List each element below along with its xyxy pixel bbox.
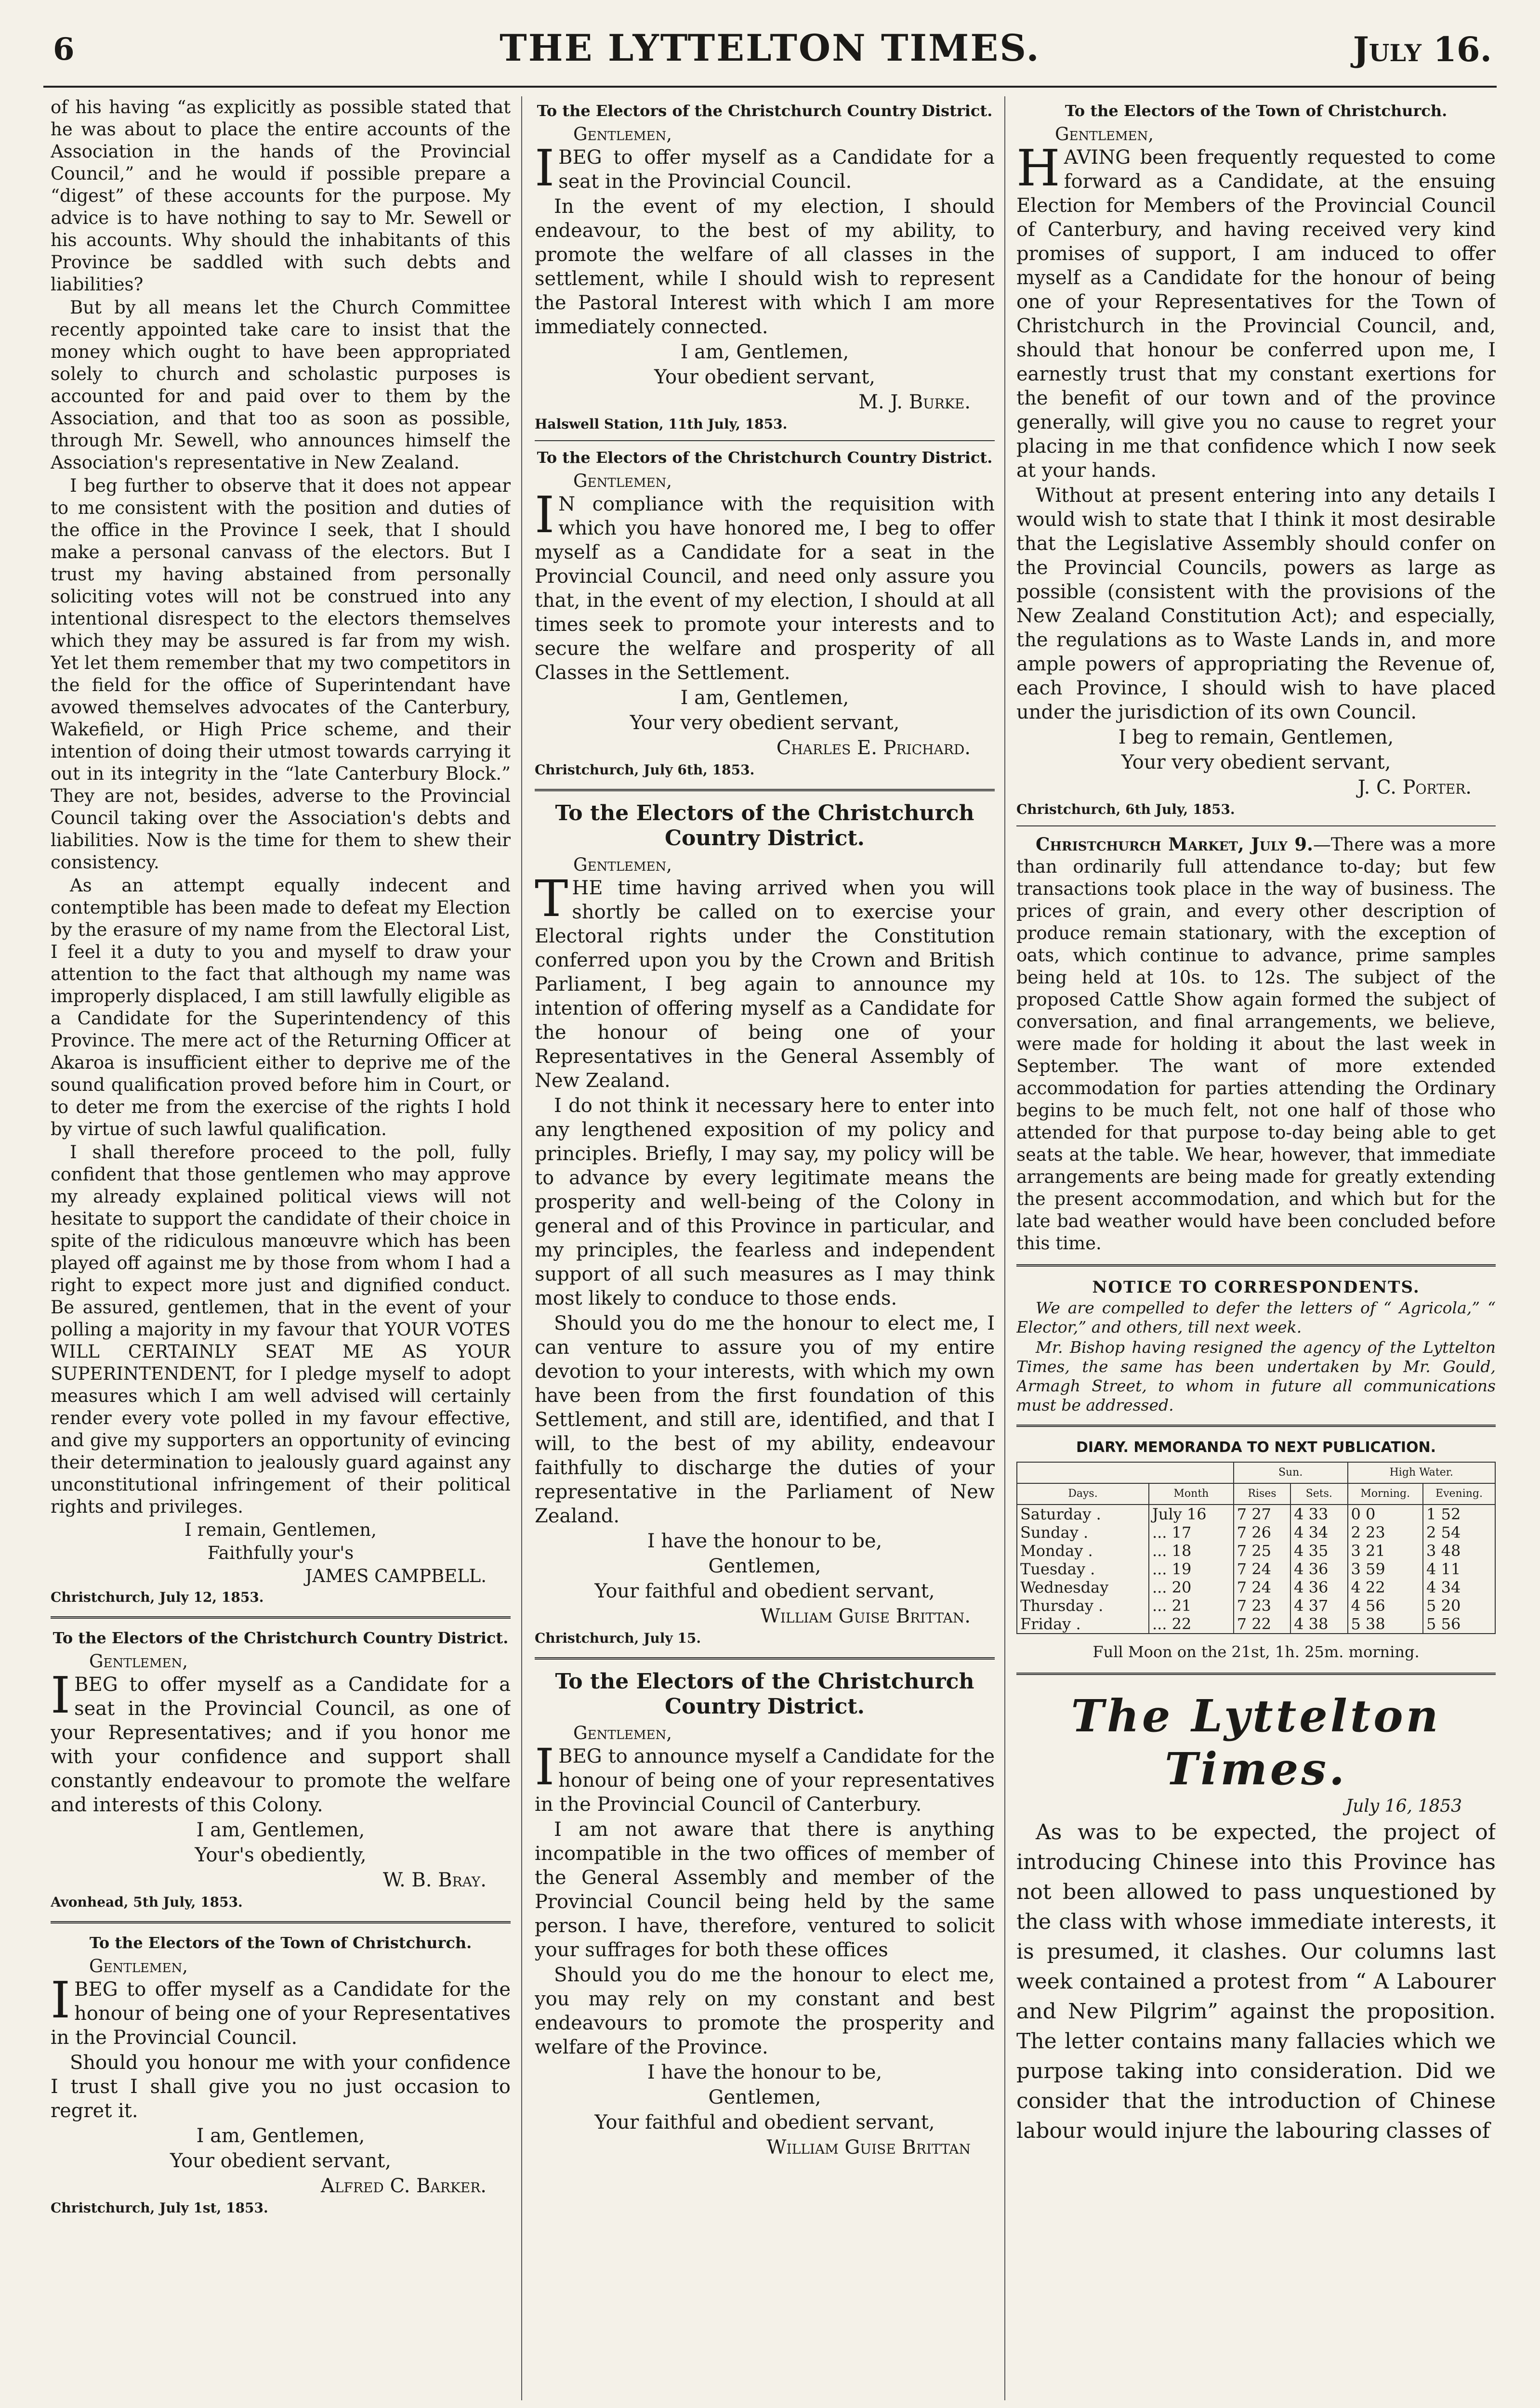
diary-cell: 4 11: [1423, 1560, 1495, 1578]
diary-cell: 4 36: [1290, 1560, 1347, 1578]
diary-cell: 7 26: [1234, 1523, 1290, 1542]
closing-line: I am, Gentlemen,: [680, 341, 849, 363]
ad-body: IBEG to offer myself as a Candidate for a seat in the Provincial Council.: [535, 139, 995, 197]
diary-cell: 4 56: [1348, 1597, 1423, 1615]
ad-body: Without at present entering into any details I would wish to state that I think it most desirable that the Legislative Assembly should confer on the Provincial Councils, powers as large as possible (consistent with the provisions of the New Zealand Constitution Act); and especially, the regulations as to Waste Lands in, and more ample powers of appropriating the Revenue of, each Province, I should wish to have placed under the jurisdiction of its own Council.: [1016, 484, 1496, 723]
salutation: Gentlemen,: [573, 854, 672, 875]
signature: W. B. Bray.: [382, 1869, 487, 1891]
ad-heading: To the Electors of the Christchurch Country District.: [555, 801, 974, 851]
salutation: Gentlemen,: [573, 471, 672, 491]
column-header: Month: [1149, 1483, 1234, 1505]
closing-line: I have the honour to be,: [647, 2061, 882, 2083]
closing-line: I am, Gentlemen,: [196, 2125, 365, 2147]
diary-cell: ... 21: [1149, 1597, 1234, 1615]
section-divider: [51, 1921, 511, 1924]
drop-initial: I: [535, 485, 555, 544]
editorial-body: As was to be expected, the project of introducing Chinese into this Province has not been allowed to pass unquestioned by the class with whose immediate interests, it is presumed, it clashes. Our columns last week contained a protest from “ A Labourer and New Pilgrim” against the proposition. The letter contains many fallacies which we purpose taking into consideration. Did we consider that the introduction of Chinese labour would injure the labouring classes of: [1016, 1820, 1496, 2143]
drop-initial: I: [535, 1738, 555, 1796]
diary-row: [1017, 1523, 1495, 1542]
column-divider: [1004, 96, 1005, 2400]
closing-line: Your faithful and obedient servant,: [594, 2111, 935, 2133]
column-header: Rises: [1234, 1483, 1290, 1505]
full-moon-note: Full Moon on the 21st, 1h. 25m. morning.: [1092, 1643, 1420, 1661]
newspaper-title: THE LYTTELTON TIMES.: [500, 26, 1040, 69]
dateline: Christchurch, July 12, 1853.: [51, 1589, 264, 1605]
letter-paragraph: of his having “as explicitly as possible stated that he was about to place the entire accounts of the Association in the hands of the Provincial Council,” and he would if possible prepare a “digest” of these accounts for the purpose. My advice is to have nothing to say to Mr. Sewell or his accounts. Why should the inhabitants of this Province be saddled with such debts and liabilities?: [51, 97, 511, 295]
diary-cell: 0 0: [1348, 1505, 1423, 1523]
notice-title: NOTICE TO CORRESPONDENTS.: [1092, 1278, 1420, 1297]
signature: J. C. Porter.: [1357, 776, 1472, 798]
diary-cell: ... 20: [1149, 1578, 1234, 1597]
notice-text: We are compelled to defer the letters of “ Agricola,” “ Elector,” and others, till next week.: [1016, 1298, 1496, 1336]
closing-line: Your's obediently,: [195, 1844, 367, 1866]
closing-line: I beg to remain, Gentlemen,: [1118, 726, 1394, 748]
ad-body: I am not aware that there is anything incompatible in the two offices of member of the General Assembly and member of the Provincial Council being held by the same person. I have, therefore, ventured to solicit your suffrages for both these offices: [535, 1819, 995, 1961]
diary-cell: 7 24: [1234, 1560, 1290, 1578]
diary-cell: Friday .: [1017, 1615, 1149, 1634]
diary-cell: 7 25: [1234, 1542, 1290, 1560]
diary-cell: 3 59: [1348, 1560, 1423, 1578]
ad-body: IBEG to offer myself as a Candidate for a seat in the Provincial Council, as one of your Representatives; and if you honor me with your confidence and support shall constantly endeavour to promote the welfare and interests of this Colony.: [51, 1666, 511, 1816]
editorial-masthead: The Lyttelton Times.: [1071, 1690, 1441, 1795]
signature: JAMES CAMPBELL.: [305, 1566, 487, 1586]
diary-row: [1017, 1542, 1495, 1560]
ad-body: THE time having arrived when you will shortly be called on to exercise your Electoral rights under the Constitution conferred upon you by the Crown and British Parliament, I beg again to announce my intention of offering myself as a Candidate for the honour of being one of your Representatives in the General Assembly of New Zealand.: [535, 869, 995, 1092]
ad-heading: To the Electors of the Christchurch Country District.: [53, 1629, 509, 1647]
ad-body: I do not think it necessary here to enter into any lengthened exposition of my policy and principles. Briefly, I may say, my policy will be to advance by every legitimate means the prosperity and well-being of the Colony in general and of this Province in particular, and my principles, the fearless and independent support of all such measures as I may think most likely to conduce to those ends.: [535, 1095, 995, 1309]
section-divider: [535, 789, 995, 791]
diary-table: [1016, 1462, 1496, 1634]
diary-cell: 5 38: [1348, 1615, 1423, 1634]
diary-cell: Monday .: [1017, 1542, 1149, 1560]
diary-cell: ... 19: [1149, 1560, 1234, 1578]
diary-cell: Saturday .: [1017, 1505, 1149, 1523]
closing-line: Faithfully your's: [207, 1543, 354, 1563]
diary-row: [1017, 1615, 1495, 1634]
closing-line: Your very obedient servant,: [630, 712, 900, 734]
masthead-rule: [43, 86, 1497, 88]
ad-body: IBEG to offer myself as a Candidate for the honour of being one of your Representatives in the Provincial Council.: [51, 1971, 511, 2049]
diary-cell: ... 22: [1149, 1615, 1234, 1634]
diary-row: [1017, 1560, 1495, 1578]
diary-cell: 4 33: [1290, 1505, 1347, 1523]
diary-cell: ... 17: [1149, 1523, 1234, 1542]
salutation: Gentlemen,: [89, 1956, 188, 1976]
diary-cell: July 16: [1149, 1505, 1234, 1523]
diary-cell: 2 54: [1423, 1523, 1495, 1542]
closing-line: I have the honour to be,: [647, 1530, 882, 1552]
section-divider: [535, 440, 995, 441]
ad-body: IBEG to announce myself a Candidate for the honour of being one of your representatives in the Provincial Council of Canterbury.: [535, 1738, 995, 1816]
notice-text: Mr. Bishop having resigned the agency of the Lyttelton Times, the same has been undertaken by Mr. Gould, Armagh Street, to whom in future all communications must be addressed.: [1016, 1338, 1496, 1414]
salutation: Gentlemen,: [89, 1651, 188, 1672]
diary-cell: Sunday .: [1017, 1523, 1149, 1542]
signature: Charles E. Prichard.: [776, 737, 971, 759]
drop-initial: H: [1016, 139, 1060, 197]
sun-header: Sun.: [1234, 1462, 1348, 1483]
masthead: [43, 26, 1497, 79]
diary-cell: 4 38: [1290, 1615, 1347, 1634]
column-header: Morning.: [1348, 1483, 1423, 1505]
ad-heading: To the Electors of the Christchurch Country District.: [537, 102, 993, 120]
diary-cell: 7 22: [1234, 1615, 1290, 1634]
editorial-date: July 16, 1853: [1345, 1796, 1462, 1816]
closing-line: I remain, Gentlemen,: [184, 1519, 377, 1540]
diary-row: [1017, 1578, 1495, 1597]
column-header: Days.: [1017, 1483, 1149, 1505]
diary-cell: 4 35: [1290, 1542, 1347, 1560]
ad-body: Should you honour me with your confidence I trust I shall give you no just occasion to regret it.: [51, 2052, 511, 2122]
diary-title: DIARY. MEMORANDA TO NEXT PUBLICATION.: [1076, 1439, 1436, 1456]
diary-cell: 5 56: [1423, 1615, 1495, 1634]
salutation: Gentlemen,: [573, 124, 672, 144]
column-divider: [521, 96, 522, 2400]
diary-cell: 5 20: [1423, 1597, 1495, 1615]
ad-body: HAVING been frequently requested to come forward as a Candidate, at the ensuing Election for Members of the Provincial Council of Canterbury, and having received very kind promises of support, I am induced to offer myself as a Candidate for the honour of being one of your Representatives for the Town of Christchurch in the Provincial Council, and, should that honour be conferred upon me, I earnestly trust that my constant exertions for the benefit of our town and of the province generally, will give you no cause to regret your placing in me that confidence which I now seek at your hands.: [1016, 139, 1496, 482]
closing-line: Gentlemen,: [708, 2086, 821, 2108]
letter-paragraph: As an attempt equally indecent and contemptible has been made to defeat my Election by the erasure of my name from the Electoral List, I feel it a duty to you and myself to draw your attention to the fact that although my name was improperly displaced, I am still lawfully eligible as a Candidate for the Superintendency of this Province. The mere act of the Returning Officer at Akaroa is insufficient either to deprive me of the sound qualification proved before him in Court, or to deter me from the exercise of the rights I hold by virtue of such lawful qualification.: [51, 875, 511, 1139]
dateline: Christchurch, July 6th, 1853.: [535, 762, 755, 778]
letter-paragraph: I beg further to observe that it does not appear to me consistent with the position and duties of the office in the Province I seek, that I should make a personal canvass of the electors. But I trust my having abstained from personally soliciting votes will not be construed into any intentional disrespect to the electors themselves which they may be assured is far from my wish. Yet let them remember that my two competitors in the field for the office of Superintendant have avowed themselves advocates of the Canterbury, Wakefield, or High Price scheme, and their intention of doing their utmost towards carrying it out in its integrity in the “late Canterbury Block.” They are not, besides, adverse to the Provincial Council taking over the Association's debts and liabilities. Now is the time for them to shew their consistency.: [51, 475, 511, 873]
salutation: Gentlemen,: [1055, 124, 1154, 144]
ad-body: I N compliance with the requisition with which you have honored me, I beg to offer myself as a Candidate for a seat in the Provincial Council, and need only assure you that, in the event of my election, I should at all times seek to promote your interests and to secure the welfare and prosperity of all Classes in the Settlement.: [535, 485, 995, 684]
section-divider: [535, 1657, 995, 1660]
drop-initial: I: [51, 1666, 71, 1725]
section-divider: [1016, 1425, 1496, 1427]
ad-heading: To the Electors of the Town of Christchurch.: [89, 1934, 472, 1952]
diary-cell: 4 34: [1290, 1523, 1347, 1542]
ad-body: Should you do me the honour to elect me, you may rely on my constant and best endeavours to promote the prosperity and welfare of the Province.: [535, 1964, 995, 2058]
diary-cell: 7 23: [1234, 1597, 1290, 1615]
diary-cell: 3 48: [1423, 1542, 1495, 1560]
drop-initial: T: [535, 869, 568, 928]
closing-line: Your obedient servant,: [170, 2150, 391, 2172]
ad-body: Should you do me the honour to elect me, I can venture to assure you of my entire devotion to your interests, with which my own have been from the first foundation of this Settlement, and still are, identified, and that I will, to the best of my ability, endeavour faithfully to discharge the duties of your representative in the Parliament of New Zealand.: [535, 1312, 995, 1527]
ad-body: In the event of my election, I should endeavour, to the best of my ability, to promote the welfare of all classes in the settlement, while I should wish to represent the Pastoral Interest with which I am more immediately connected.: [535, 196, 995, 338]
closing-line: Your very obedient servant,: [1121, 751, 1391, 773]
drop-initial: I: [535, 139, 555, 197]
diary-cell: Thursday .: [1017, 1597, 1149, 1615]
market-report-lead: Christchurch Market, July 9.: [1036, 834, 1313, 855]
column-3: [1016, 96, 1496, 2400]
dateline: Avonhead, 5th July, 1853.: [51, 1894, 243, 1910]
closing-line: Your obedient servant,: [654, 366, 875, 388]
letter-paragraph: I shall therefore proceed to the poll, fully confident that those gentlemen who may approve my already explained political views will not hesitate to support the candidate of their choice in spite of the ridiculous manœuvre which has been played off against me by those from whom I had a right to expect more just and dignified conduct. Be assured, gentlemen, that in the event of your polling a majority in my favour that YOUR VOTES WILL CERTAINLY SEAT ME AS YOUR SUPERINTENDENT, for I pledge myself to adopt measures which I am well advised will certainly render every vote polled in my favour effective, and give my supporters an opportunity of evincing their determination to jealously guard against any unconstitutional infringement of their political rights and privileges.: [51, 1142, 511, 1517]
column-2: [535, 96, 995, 2400]
section-divider: [51, 1616, 511, 1619]
diary-cell: ... 18: [1149, 1542, 1234, 1560]
ad-heading: To the Electors of the Christchurch Country District.: [537, 448, 993, 467]
section-divider: [1016, 1673, 1496, 1675]
diary-cell: 2 23: [1348, 1523, 1423, 1542]
market-report: Christchurch Market, July 9.—There was a more than ordinarily full attendance to-day; but few transactions took place in the way of business. The prices of grain, and every other description of produce remain stationary, with the exception of oats, which continue to advance, prime samples being held at 10s. to 12s. The subject of the proposed Cattle Show again formed the subject of conversation, and final arrangements, we believe, were made for holding it about the last week in September. The want of more extended accommodation for parties attending the Ordinary begins to be much felt, not one half of those who attended for that purpose to-day being able to get seats at the table. We hear, however, that immediate arrangements are being made for greatly extending the present accommodation, and which but for the late bad weather would have been concluded before this time.: [1016, 834, 1496, 1254]
column-header: Evening.: [1423, 1483, 1495, 1505]
diary-cell: 4 37: [1290, 1597, 1347, 1615]
diary-cell: Tuesday .: [1017, 1560, 1149, 1578]
closing-line: Your faithful and obedient servant,: [594, 1580, 935, 1602]
signature: M. J. Burke.: [858, 391, 971, 413]
signature: Alfred C. Barker.: [320, 2175, 487, 2197]
page-number: 6: [53, 31, 75, 67]
closing-line: I am, Gentlemen,: [196, 1819, 365, 1841]
salutation: Gentlemen,: [573, 1723, 672, 1743]
signature: William Guise Brittan: [766, 2136, 971, 2159]
diary-cell: 1 52: [1423, 1505, 1495, 1523]
dateline: Christchurch, July 15.: [535, 1630, 701, 1646]
diary-cell: Wednesday: [1017, 1578, 1149, 1597]
diary-cell: 4 34: [1423, 1578, 1495, 1597]
drop-initial: I: [51, 1971, 71, 2029]
section-divider: [1016, 1264, 1496, 1267]
column-header: Sets.: [1290, 1483, 1347, 1505]
column-1: [51, 96, 511, 2400]
section-divider: [1016, 825, 1496, 826]
diary-row: [1017, 1597, 1495, 1615]
diary-cell: 4 36: [1290, 1578, 1347, 1597]
diary-row: [1017, 1505, 1495, 1523]
dateline: Halswell Station, 11th July, 1853.: [535, 416, 788, 432]
dateline: Christchurch, July 1st, 1853.: [51, 2200, 268, 2216]
ad-heading: To the Electors of the Christchurch Country District.: [555, 1669, 974, 1719]
signature: William Guise Brittan.: [760, 1605, 971, 1627]
dateline: Christchurch, 6th July, 1853.: [1016, 801, 1235, 817]
diary-cell: 4 22: [1348, 1578, 1423, 1597]
high-water-header: High Water.: [1348, 1462, 1496, 1483]
closing-line: Gentlemen,: [708, 1555, 821, 1577]
diary-cell: 7 24: [1234, 1578, 1290, 1597]
diary-cell: 3 21: [1348, 1542, 1423, 1560]
letter-paragraph: But by all means let the Church Committee recently appointed take care to insist that the money which ought to have been appropriated solely to church and scholastic purposes is accounted for and paid over to them by the Association, and that too as soon as possible, through Mr. Sewell, who announces himself the Association's representative in New Zealand.: [51, 297, 511, 473]
ad-heading: To the Electors of the Town of Christchurch.: [1065, 102, 1448, 120]
issue-date: July 16.: [1353, 29, 1492, 69]
diary-cell: 7 27: [1234, 1505, 1290, 1523]
closing-line: I am, Gentlemen,: [680, 687, 849, 709]
